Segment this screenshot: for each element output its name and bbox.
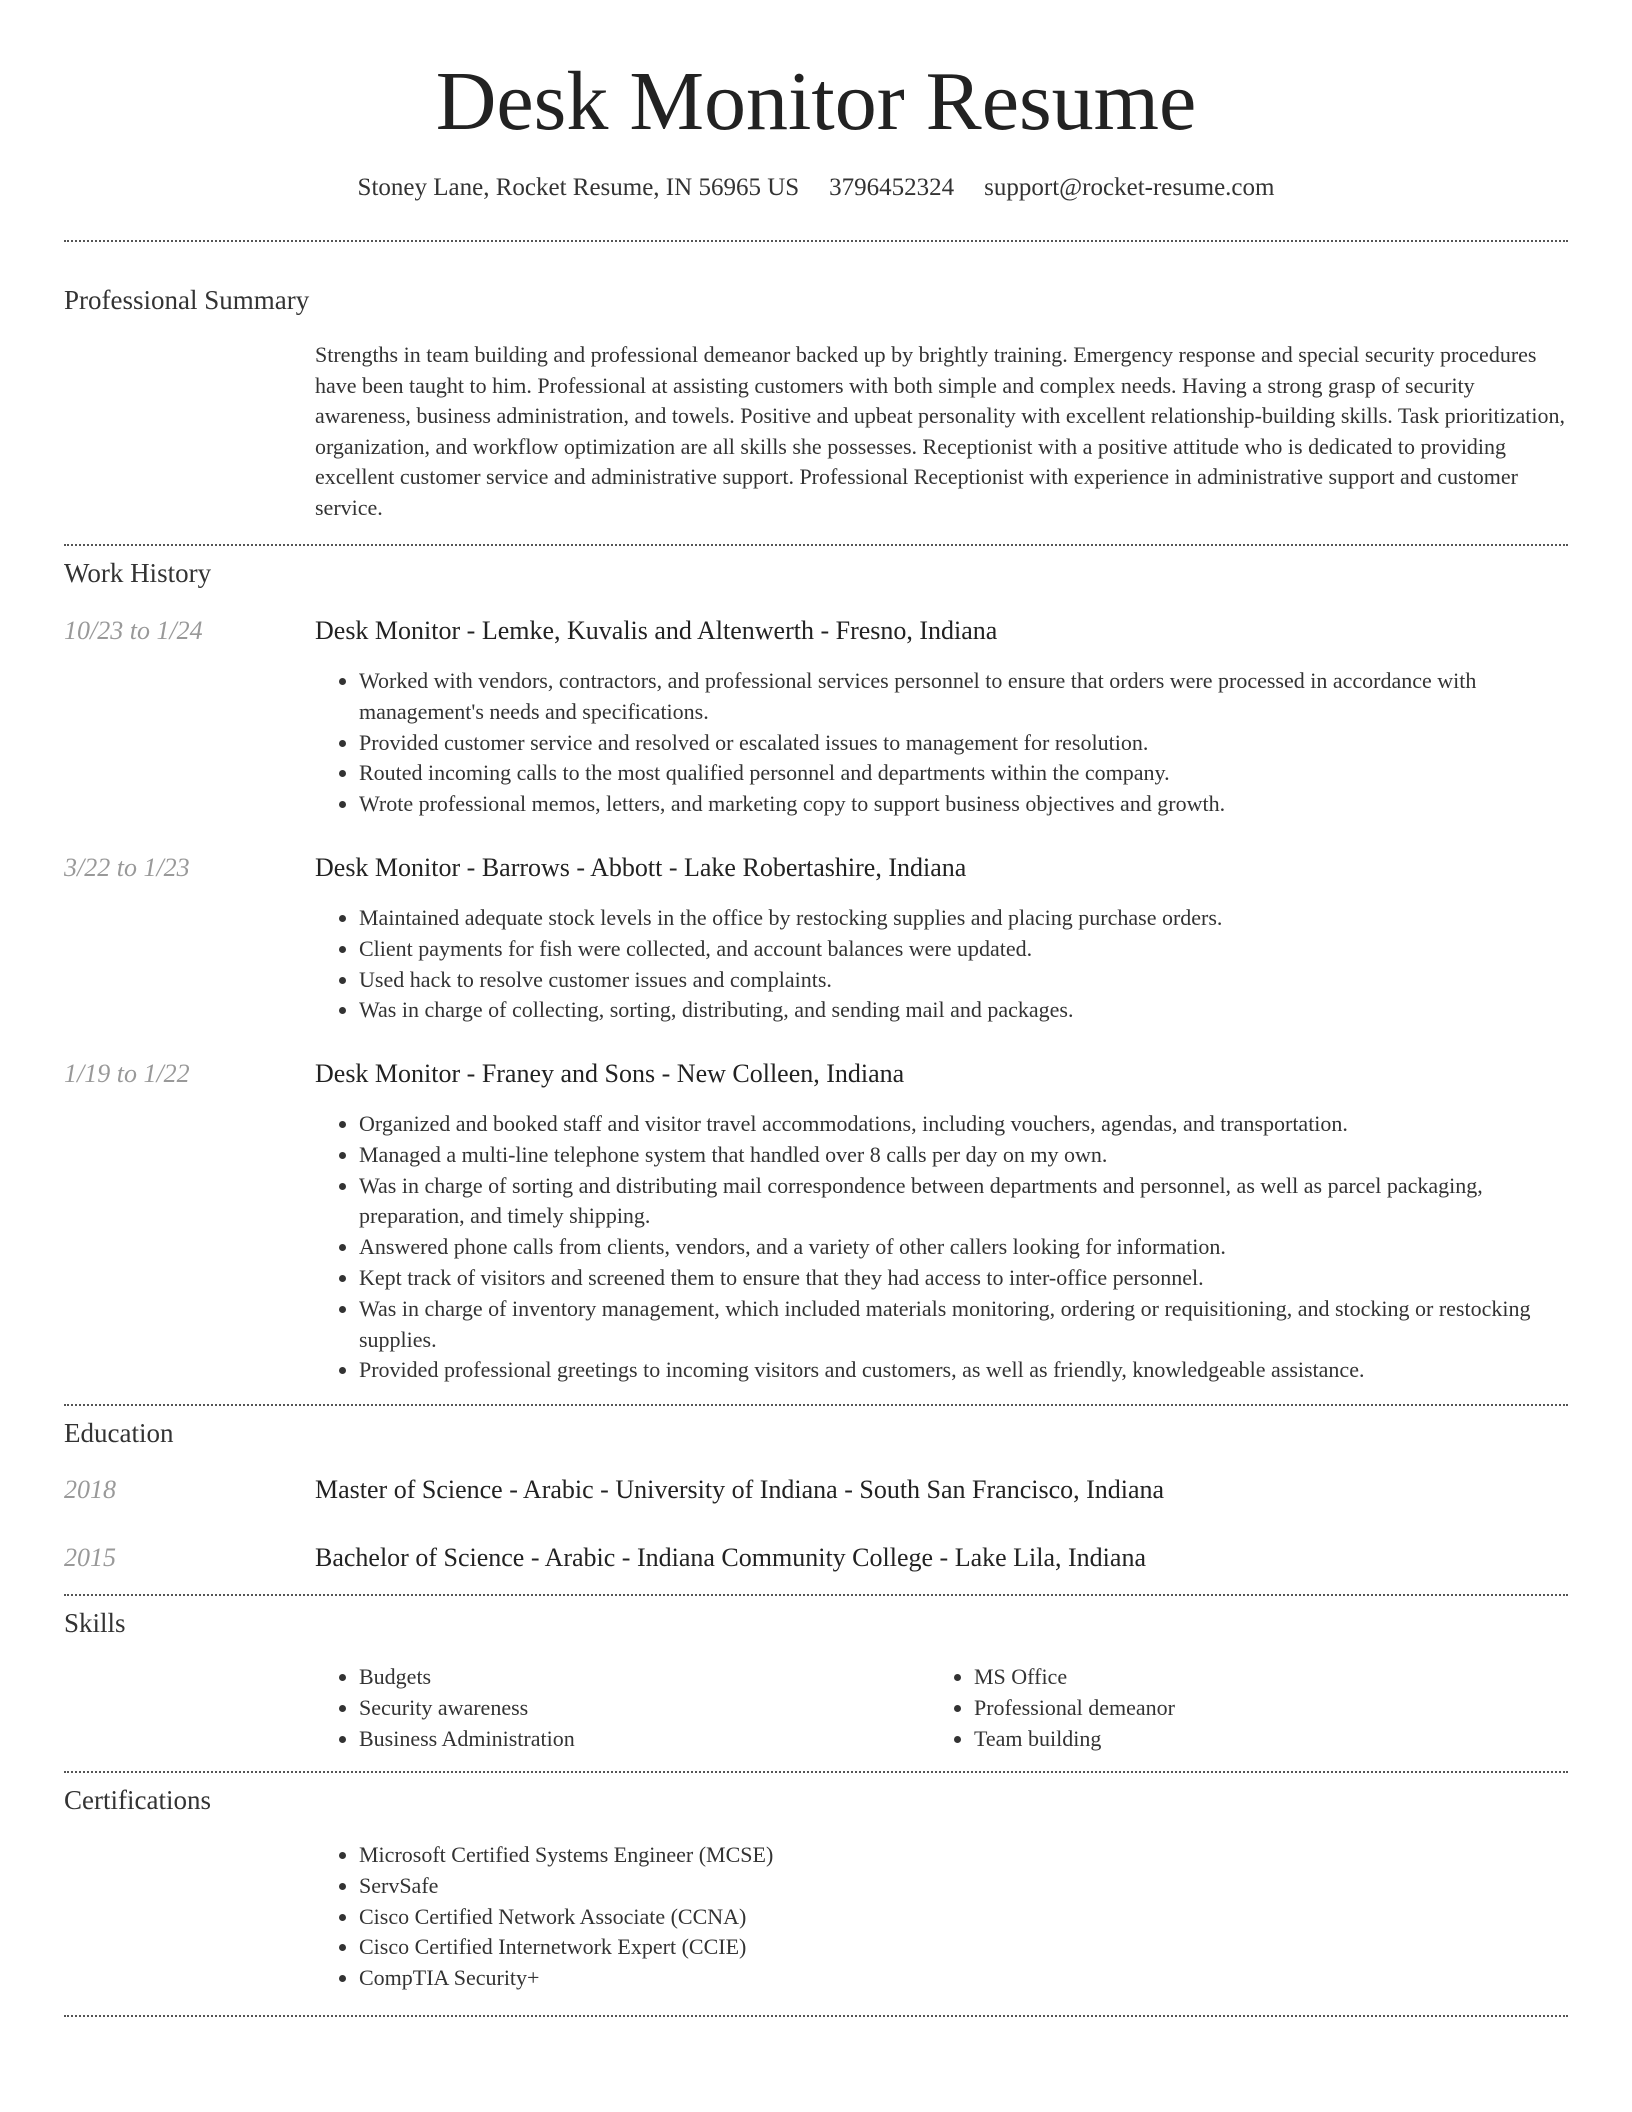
list-item: • Answered phone calls from clients, vendors, and a variety of other callers looking for information.	[359, 1232, 1565, 1263]
section-title-skills: Skills	[64, 1608, 126, 1638]
job-dates: 10/23 to 1/24	[64, 616, 203, 645]
contact-email: support@rocket-resume.com	[984, 174, 1275, 201]
contact-address: Stoney Lane, Rocket Resume, IN 56965 US	[357, 174, 800, 201]
section-title-certifications: Certifications	[64, 1785, 211, 1815]
list-item: • Business Administration	[359, 1724, 915, 1755]
list-item: • Provided customer service and resolved or escalated issues to management for resolution.	[359, 728, 1565, 759]
job-title: Desk Monitor - Franey and Sons - New Colleen, Indiana	[315, 1059, 905, 1088]
education-degree: Master of Science - Arabic - University of Indiana - South San Francisco, Indiana	[315, 1475, 1165, 1504]
list-item: • Team building	[974, 1724, 1530, 1755]
divider	[64, 240, 1568, 242]
divider	[64, 544, 1568, 546]
list-item: • ServSafe	[359, 1871, 1565, 1902]
list-item: • Used hack to resolve customer issues and complaints.	[359, 965, 1565, 996]
list-item: • Provided professional greetings to incoming visitors and customers, as well as friendly, knowledgeable assistance.	[359, 1355, 1565, 1386]
list-item: • Professional demeanor	[974, 1693, 1530, 1724]
list-item: • Wrote professional memos, letters, and marketing copy to support business objectives and growth.	[359, 789, 1565, 820]
list-item: • Budgets	[359, 1662, 915, 1693]
list-item: • Cisco Certified Internetwork Expert (CCIE)	[359, 1932, 1565, 1963]
list-item: • Maintained adequate stock levels in the office by restocking supplies and placing purchase orders.	[359, 903, 1565, 934]
list-item: • Kept track of visitors and screened them to ensure that they had access to inter-office personnel.	[359, 1263, 1565, 1294]
list-item: • Routed incoming calls to the most qualified personnel and departments within the company.	[359, 758, 1565, 789]
certifications-list	[315, 1840, 1565, 1994]
section-title-education: Education	[64, 1418, 174, 1448]
list-item: • Microsoft Certified Systems Engineer (MCSE)	[359, 1840, 1565, 1871]
divider	[64, 1594, 1568, 1596]
list-item: • CompTIA Security+	[359, 1963, 1565, 1994]
list-item: • Managed a multi-line telephone system that handled over 8 calls per day on my own.	[359, 1140, 1565, 1171]
skills-list-left	[315, 1662, 915, 1754]
contact-line	[0, 172, 1632, 204]
list-item: • Worked with vendors, contractors, and professional services personnel to ensure that orders were processed in accordance with management's needs and specifications.	[359, 666, 1565, 728]
list-item: • Security awareness	[359, 1693, 915, 1724]
job-title: Desk Monitor - Barrows - Abbott - Lake Robertashire, Indiana	[315, 853, 967, 882]
job-bullets	[315, 666, 1565, 820]
skills-list-right	[930, 1662, 1530, 1754]
divider	[64, 2015, 1568, 2017]
contact-phone: 3796452324	[829, 174, 955, 201]
job-title: Desk Monitor - Lemke, Kuvalis and Altenwerth - Fresno, Indiana	[315, 616, 998, 645]
job-dates: 3/22 to 1/23	[64, 853, 190, 882]
education-degree: Bachelor of Science - Arabic - Indiana Community College - Lake Lila, Indiana	[315, 1543, 1146, 1572]
education-year: 2018	[64, 1475, 116, 1504]
list-item: • Client payments for fish were collected, and account balances were updated.	[359, 934, 1565, 965]
list-item: • Organized and booked staff and visitor travel accommodations, including vouchers, agendas, and transportation.	[359, 1109, 1565, 1140]
list-item: • Was in charge of sorting and distributing mail correspondence between departments and personnel, as well as parcel packaging, preparation, and timely shipping.	[359, 1171, 1565, 1233]
section-title-summary: Professional Summary	[64, 285, 310, 315]
list-item: • Was in charge of inventory management, which included materials monitoring, ordering or requisitioning, and stocking or restocking supplies.	[359, 1294, 1565, 1356]
divider	[64, 1771, 1568, 1773]
job-dates: 1/19 to 1/22	[64, 1059, 190, 1088]
divider	[64, 1404, 1568, 1406]
resume-title: Desk Monitor Resume	[435, 55, 1197, 148]
summary-text: Strengths in team building and professional demeanor backed up by brightly training. Emergency response and special security procedures have been taught to him. Professional at assisting customers with both simple and complex needs. Having a strong grasp of security awareness, business administration, and towels. Positive and upbeat personality with excellent relationship-building skills. Task prioritization, organization, and workflow optimization are all skills she possesses. Receptionist with a positive attitude who is dedicated to providing excellent customer service and administrative support. Professional Receptionist with experience in administrative support and customer service.	[315, 342, 1565, 520]
list-item: • Was in charge of collecting, sorting, distributing, and sending mail and packages.	[359, 995, 1565, 1026]
section-title-work-history: Work History	[64, 558, 212, 588]
list-item: • Cisco Certified Network Associate (CCNA)	[359, 1902, 1565, 1933]
education-year: 2015	[64, 1543, 116, 1572]
job-bullets	[315, 903, 1565, 1026]
list-item: • MS Office	[974, 1662, 1530, 1693]
job-bullets	[315, 1109, 1565, 1386]
